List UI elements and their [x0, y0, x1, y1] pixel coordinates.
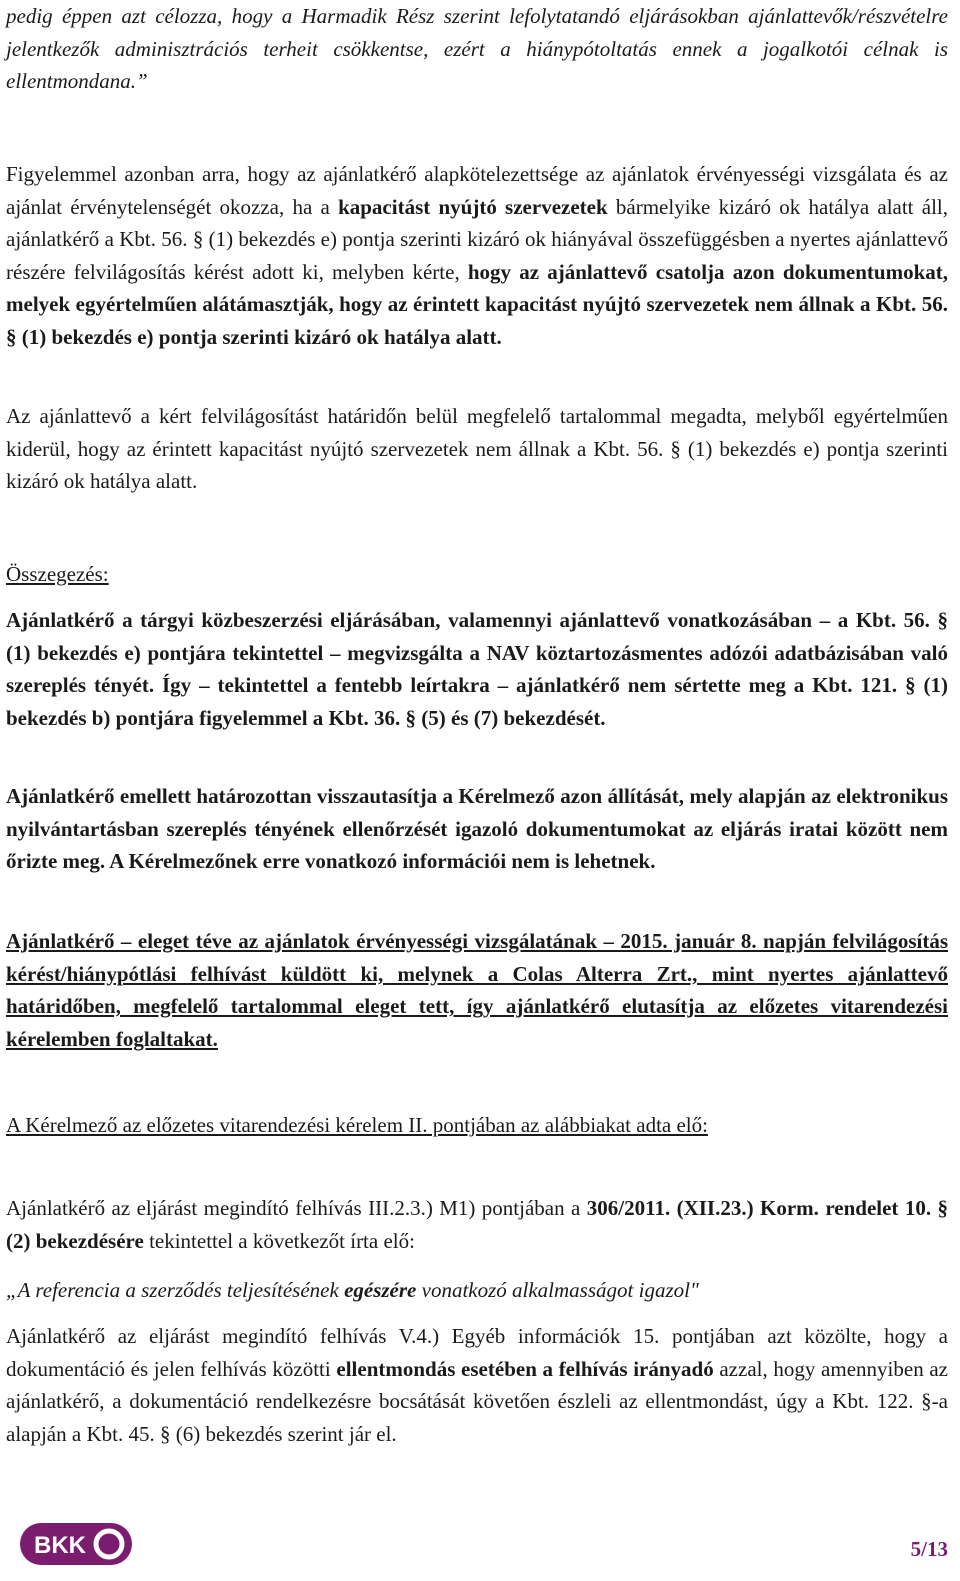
paragraph-call-section [6, 1192, 948, 1257]
bold-text: Ajánlatkérő emellett határozottan visszautasítja a Kérelmező azon állítását, mely alapján az elektronikus nyilvántartásban szereplés tényének ellenőrzését igazoló dokumentumokat az eljárás iratai között nem őrizte meg. A Kérelmezőnek erre vonatkozó információi nem is lehetnek. [6, 784, 948, 874]
quote-text: „A referencia a szerződés teljesítésének [6, 1278, 345, 1302]
paragraph-claim-intro: A Kérelmező az előzetes vitarendezési kérelem II. pontjában az alábbiakat adta elő: [6, 1113, 708, 1137]
bold-text: Ajánlatkérő a tárgyi közbeszerzési eljárásában, valamennyi ajánlattevő vonatkozásában – a Kbt. 56. § (1) bekezdés e) pontjára tekintettel – megvizsgálta a NAV köztartozásmentes adózói adatbázisában való szereplés tényét. Így – tekintettel a fentebb leírtakra – ajánlatkérő nem sértette meg a Kbt. 121. § (1) bekezdés b) pontjára figyelemmel a Kbt. 36. § (5) és (7) bekezdését. [6, 608, 948, 730]
quote-paragraph [6, 0, 948, 98]
quote-reference [6, 1274, 948, 1307]
quote-text: vonatkozó alkalmasságot igazol" [416, 1278, 699, 1302]
paragraph-rejection [6, 780, 948, 878]
bkk-logo [20, 1519, 132, 1569]
paragraph-text: Ajánlatkérő az eljárást megindító felhívás III.2.3.) M1) pontjában a [6, 1196, 587, 1220]
bold-underlined-text: Ajánlatkérő – eleget téve az ajánlatok érvényességi vizsgálatának – 2015. január 8. napján felvilágosítás kérést/hiánypótlási felhívást küldött ki, melynek a Colas Alterra Zrt., mint nyertes ajánlattevő határidőben, megfelelő tartalommal eleget tett, így ajánlatkérő elutasítja az előzetes vitarendezési kérelemben foglaltakat. [6, 929, 948, 1051]
paragraph-text: Figyelemmel azonban arra, hogy az ajánlatkérő alapkötelezettsége az ajánlatok érvényességi vizsgálata és az ajánlat érvénytelenségét okozza, ha a [6, 162, 948, 219]
paragraph-text: Az ajánlattevő a kért felvilágosítást határidőn belül megfelelő tartalommal megadta, melyből egyértelműen kiderül, hogy az érintett kapacitást nyújtó szervezetek nem állnak a Kbt. 56. § (1) bekezdés e) pontja szerinti kizáró ok hatálya alatt. [6, 404, 948, 494]
paragraph-text: bármelyike kizáró ok hatálya alatt áll, ajánlatkérő a Kbt. 56. § (1) bekezdés e) pontja szerinti kizáró ok hiányával összefüggésben a nyertes ajánlattevő részére felvilágosítás kérést adott ki, melyben kérte, [6, 194, 948, 284]
page-number: 5/13 [910, 1537, 948, 1561]
paragraph-capacity [6, 158, 948, 354]
bold-text: hogy az ajánlattevő csatolja azon dokumentumokat, melyek egyértelműen alátámasztják, hogy az érintett kapacitást nyújtó szervezetek nem állnak a Kbt. 56. § (1) bekezdés e) pontja szerinti kizáró ok hatálya alatt. [6, 259, 948, 349]
bold-text: egészére [344, 1278, 417, 1302]
bold-text: kapacitást nyújtó szervezetek [338, 194, 608, 219]
paragraph-text: azzal, hogy amennyiben az ajánlatkérő, a dokumentáció rendelkezésre bocsátását követően észleli az ellentmondást, úgy a Kbt. 122. §-a alapján a Kbt. 45. § (6) bekezdés szerint jár el. [6, 1356, 948, 1446]
bold-text: 306/2011. (XII.23.) Korm. rendelet 10. § (2) bekezdésére [6, 1196, 948, 1253]
paragraph-text: tekintettel a következőt írta elő: [143, 1228, 415, 1253]
quote-text: pedig éppen azt célozza, hogy a Harmadik Rész szerint lefolytatandó eljárásokban ajánlattevők/részvételre jelentkezők adminisztrációs terheit csökkentse, ezért a hiánypótoltatás ennek a jogalkotói célnak is ellentmondana.” [6, 4, 948, 94]
bold-text: ellentmondás esetében a felhívás irányadó [336, 1356, 714, 1381]
logo-text: BKK [34, 1532, 86, 1559]
paragraph-info [6, 1320, 948, 1450]
paragraph-summary [6, 604, 948, 734]
paragraph-response [6, 400, 948, 498]
paragraph-text: Ajánlatkérő az eljárást megindító felhívás V.4.) Egyéb információk 15. pontjában azt közölte, hogy a dokumentáció és jelen felhívás közötti [6, 1324, 948, 1381]
bkk-logo-icon [20, 1519, 132, 1569]
section-heading: Összegezés: [6, 562, 109, 586]
paragraph-conclusion [6, 925, 948, 1055]
